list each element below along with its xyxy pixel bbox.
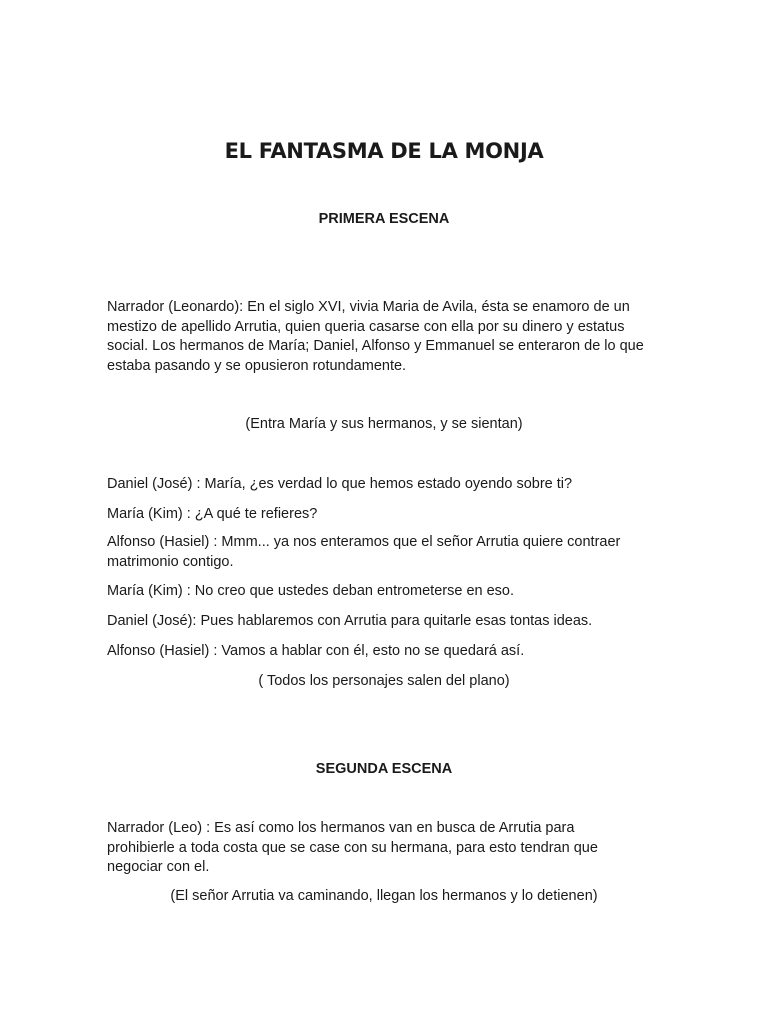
stage-direction: (El señor Arrutia va caminando, llegan los hermanos y lo detienen) [170,888,598,904]
stage-direction: ( Todos los personajes salen del plano) [258,673,510,689]
dialogue-line: Alfonso (Hasiel) : Mmm... ya nos enteramos que el señor Arrutia quiere contraer matrimonio contigo. [107,534,621,570]
scene-heading-1: PRIMERA ESCENA [318,211,450,227]
dialogue-line: María (Kim) : ¿A qué te refieres? [107,506,318,522]
document-title: EL FANTASMA DE LA MONJA [224,139,544,163]
scene-heading-2: SEGUNDA ESCENA [315,761,453,777]
dialogue-line: María (Kim) : No creo que ustedes deban entrometerse en eso. [107,583,515,599]
dialogue-line: Daniel (José) : María, ¿es verdad lo que hemos estado oyendo sobre ti? [107,476,573,492]
stage-direction: (Entra María y sus hermanos, y se sientan) [245,416,523,432]
narration-paragraph-1: Narrador (Leonardo): En el siglo XVI, vivia Maria de Avila, ésta se enamoro de un mestizo de apellido Arrutia, quien queria casarse con ella por su dinero y estatus social. Los hermanos de María; Daniel, Alfonso y Emmanuel se enteraron de lo que estaba pasando y se opusieron rotundamente. [107,299,644,374]
narration-paragraph-2: Narrador (Leo) : Es así como los hermanos van en busca de Arrutia para prohibierle a toda costa que se case con su hermana, para esto tendran que negociar con el. [107,820,598,875]
dialogue-line: Alfonso (Hasiel) : Vamos a hablar con él, esto no se quedará así. [107,643,525,659]
dialogue-line: Daniel (José): Pues hablaremos con Arrutia para quitarle esas tontas ideas. [107,613,593,629]
